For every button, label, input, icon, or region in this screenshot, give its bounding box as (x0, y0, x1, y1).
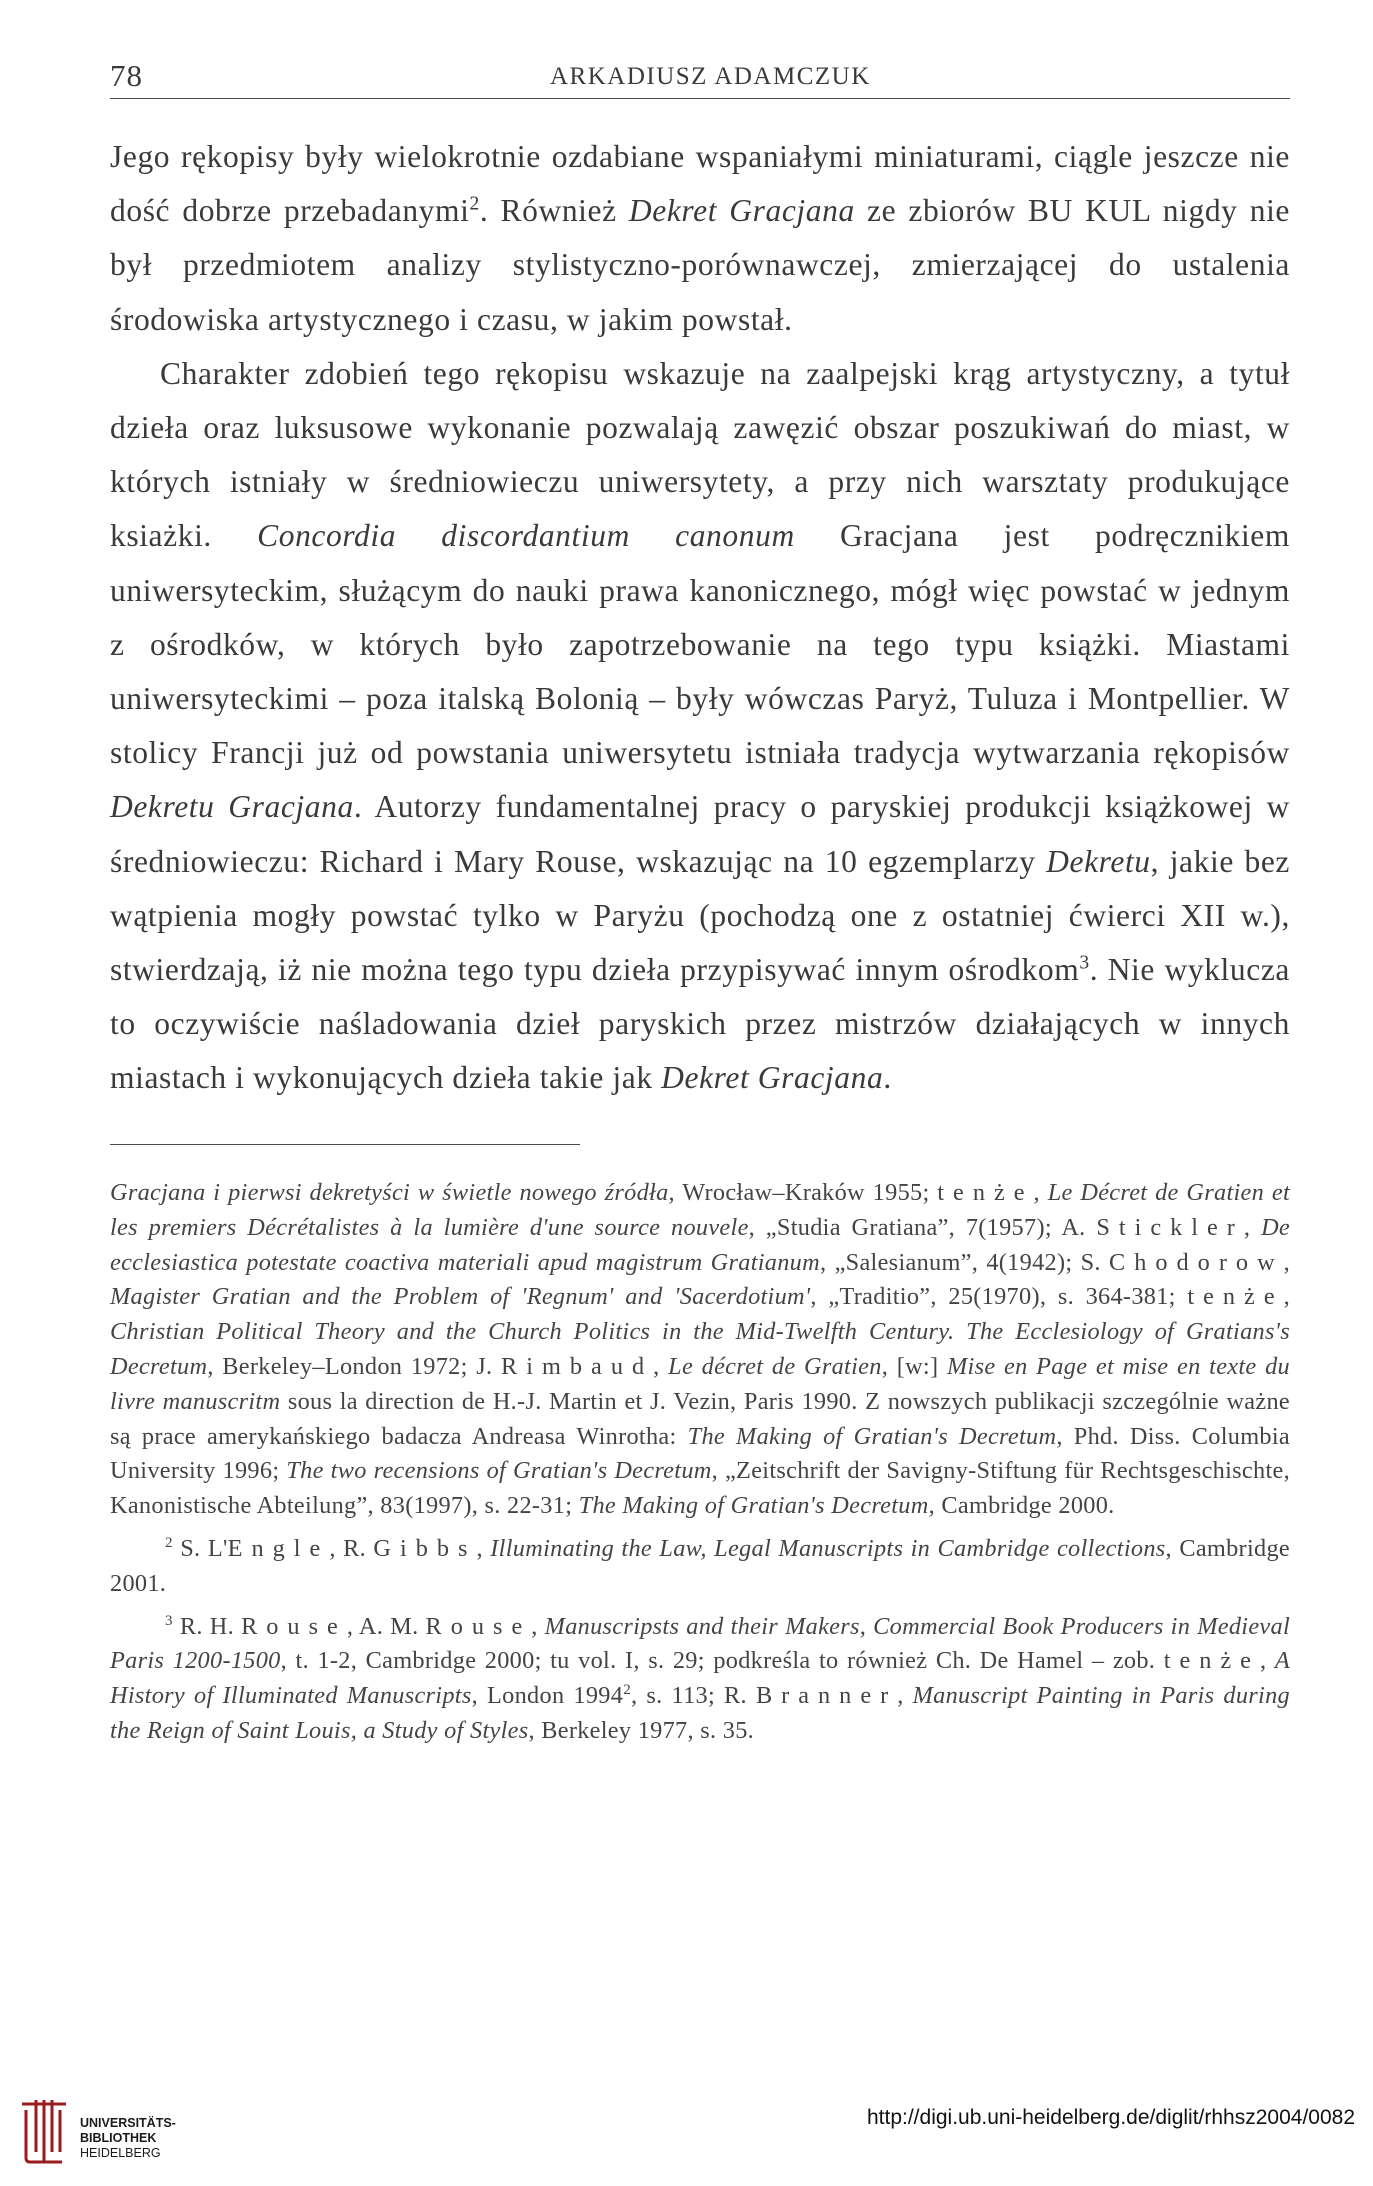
page-footer (0, 2058, 1373, 2178)
footnote-2: $^2$ S. L'Engle, R. Gibbs, Illuminating the Law, Legal Manuscripts in Cambridge collections, Cambridge 2001. (110, 1534, 1290, 1597)
paragraph-2: Charakter zdobień tego rękopisu wskazuje na zaalpejski krąg artystyczny, a tytuł dzieła oraz luksusowe wykonanie pozwalają zawęzić obszar poszukiwań do miast, w których istniały w średniowieczu uniwersytety, a przy nich warsztaty produkujące ksiażki. Concordia discordantium canonum Gracjana jest podręcznikiem uniwersyteckim, służącym do nauki prawa kanonicznego, mógł więc powstać w jednym z ośrodków, w których było zapotrzebowanie na tego typu książki. Miastami uniwersyteckimi – poza italską Bolonią – były wówczas Paryż, Tuluza i Montpellier. W stolicy Francji już od powstania uniwersytetu istniała tradycja wytwarzania rękopisów Dekretu Gracjana. Autorzy fundamentalnej pracy o paryskiej produkcji książkowej w średniowieczu: Richard i Mary Rouse, wskazując na 10 egzemplarzy Dekretu, jakie bez wątpienia mogły powstać tylko w Paryżu (pochodzą one z ostatniej ćwierci XII w.), stwierdzają, iż nie można tego typu dzieła przypisywać innym ośrodkom$^3$. Nie wyklucza to oczywiście naśladowania dzieł paryskich przez mistrzów działających w innych miastach i wykonujących dzieła takie jak Dekret Gracjana. (110, 355, 1291, 1096)
footnote-number: 3 (165, 1612, 173, 1629)
paragraph-1: Jego rękopisy były wielokrotnie ozdabiane wspaniałymi miniaturami, ciągle jeszcze nie dość dobrze przebadanymi$^2$. Również Dekret Gracjana ze zbiorów BU KUL nigdy nie był przedmiotem analizy stylistyczno-porównawczej, zmierzającej do ustalenia środowiska artystycznego i czasu, w jakim powstał. (110, 139, 1291, 337)
library-name: UNIVERSITÄTS- BIBLIOTHEK HEIDELBERG (80, 2116, 176, 2160)
source-url-link[interactable]: http://digi.ub.uni-heidelberg.de/diglit/rhhsz2004/0082 (866, 2106, 1355, 2129)
footnotes (110, 1176, 1290, 1749)
page-header (110, 58, 1290, 99)
footnote-ref-3[interactable]: 3 (1079, 952, 1090, 974)
footnote-divider (110, 1144, 580, 1145)
body-text (110, 130, 1290, 1106)
university-library-logo-icon[interactable] (14, 2096, 74, 2166)
footnote-ref-2[interactable]: 2 (469, 193, 480, 215)
page-number: 78 (110, 58, 143, 93)
footnote-1-continued: Gracjana i pierwsi dekretyści w świetle nowego źródła, Wrocław–Kraków 1955; tenże, Le Décret de Gratien et les premiers Décrétalistes à la lumière d'une source nouvele, „Studia Gratiana”, 7(1957); A. Stickler, De ecclesiastica potestate coactiva materiali apud magistrum Gratianum, „Salesianum”, 4(1942); S. Chodorow, Magister Gratian and the Problem of 'Regnum' and 'Sacerdotium', „Traditio”, 25(1970), s. 364-381; tenże, Christian Political Theory and the Church Politics in the Mid-Twelfth Century. The Ecclesiology of Gratians's Decretum, Berkeley–London 1972; J. Rimbaud, Le décret de Gratien, [w:] Mise en Page et mise en texte du livre manuscritm sous la direction de H.-J. Martin et J. Vezin, Paris 1990. Z nowszych publikacji szczególnie ważne są prace amerykańskiego badacza Andreasa Winrotha: The Making of Gratian's Decretum, Phd. Diss. Columbia University 1996; The two recensions of Gratian's Decretum, „Zeitschrift der Savigny-Stiftung für Rechtsgeschischte, Kanonistische Abteilung”, 83(1997), s. 22-31; The Making of Gratian's Decretum, Cambridge 2000. (110, 1179, 1291, 1520)
running-head: ARKADIUSZ ADAMCZUK (550, 63, 871, 90)
footnote-3: $^3$ R. H. Rouse, A. M. Rouse, Manuscripsts and their Makers, Commercial Book Producers in Medieval Paris 1200-1500, t. 1-2, Cambridge 2000; tu vol. I, s. 29; podkreśla to również Ch. De Hamel – zob. tenże, A History of Illuminated Manuscripts, London 1994$^2$, s. 113; R. Branner, Manuscript Painting in Paris during the Reign of Saint Louis, a Study of Styles, Berkeley 1977, s. 35. (110, 1612, 1291, 1744)
footnote-number: 2 (165, 1534, 173, 1551)
